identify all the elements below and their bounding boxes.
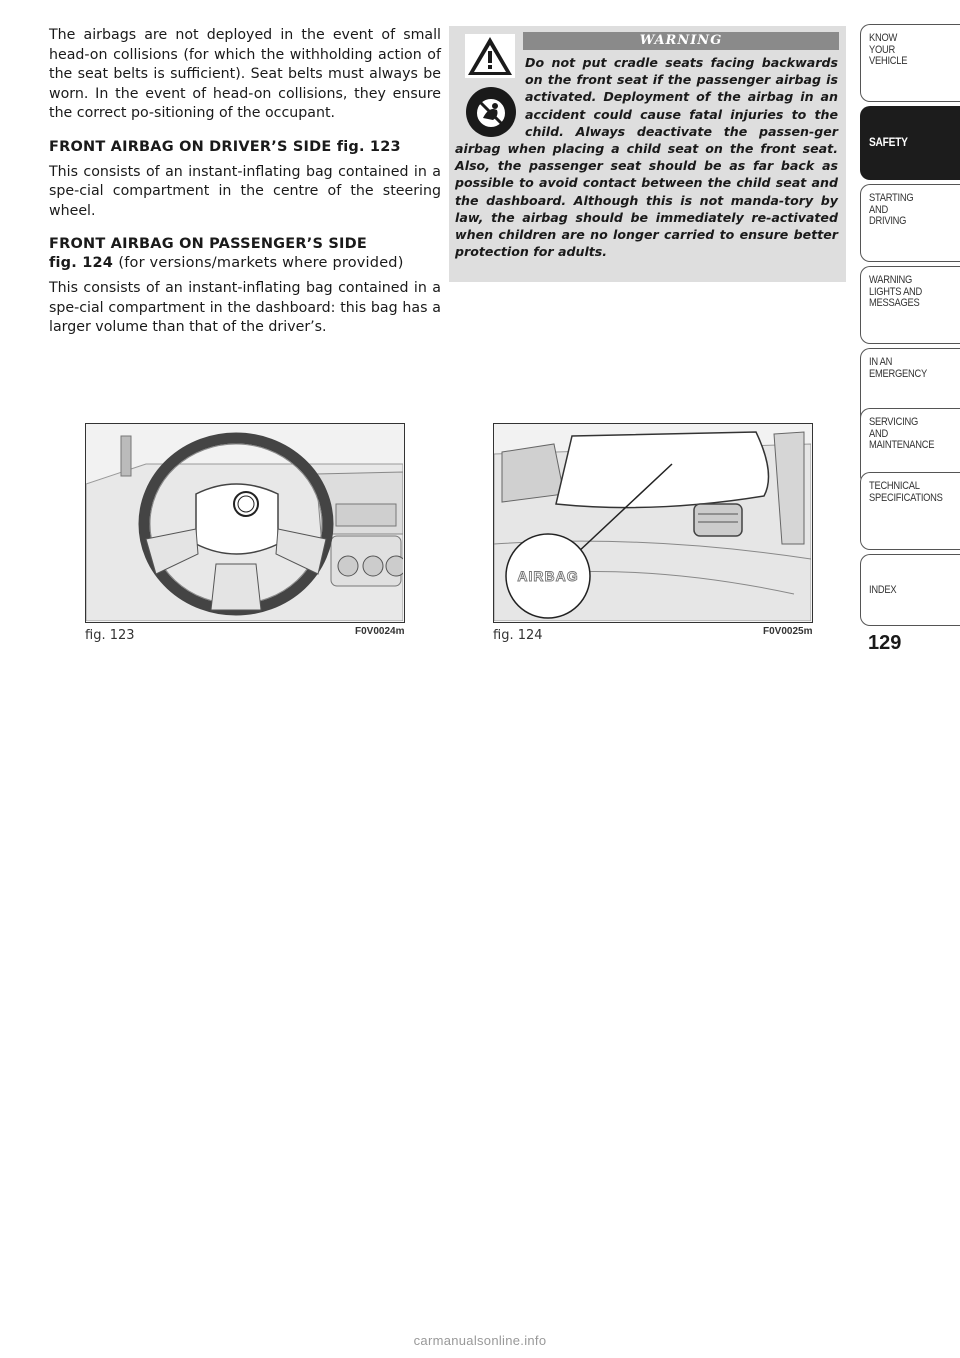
passenger-airbag-body: This consists of an instant-inflating bag contained in a spe-cial compartment in the dashboard: this bag has a larger volume than that of the driver’s.	[49, 280, 441, 335]
tab-in-an-emergency[interactable]: IN AN EMERGENCY	[860, 348, 960, 426]
passenger-heading-line1: FRONT AIRBAG ON PASSENGER’S SIDE	[49, 236, 367, 252]
figure-124-code: F0V0025m	[763, 626, 813, 637]
passenger-airbag-heading	[49, 235, 441, 273]
tab-warning-lights-and-messages[interactable]: WARNING LIGHTS AND MESSAGES	[860, 266, 960, 344]
figure-123-caption: fig. 123	[85, 628, 135, 643]
driver-airbag-heading: FRONT AIRBAG ON DRIVER’S SIDE fig. 123	[49, 138, 401, 155]
driver-airbag-body: This consists of an instant-inflating bag contained in a spe-cial compartment in the centre of the steering wheel.	[49, 163, 441, 219]
watermark-text: carmanualsonline.info	[413, 1333, 547, 1348]
page-number: 129	[868, 632, 902, 654]
tab-index[interactable]: INDEX	[860, 554, 960, 626]
passenger-heading-note: (for versions/markets where provided)	[118, 255, 404, 271]
tab-know-your-vehicle[interactable]: KNOW YOUR VEHICLE	[860, 24, 960, 102]
tab-safety[interactable]: SAFETY	[860, 106, 960, 180]
tab-technical-specifications[interactable]: TECHNICAL SPECIFICATIONS	[860, 472, 960, 550]
tab-starting-and-driving[interactable]: STARTING AND DRIVING	[860, 184, 960, 262]
warning-title: WARNING	[523, 32, 839, 50]
airbag-label: AIRBAG	[517, 568, 579, 584]
warning-text-block	[449, 54, 846, 260]
figure-124-caption: fig. 124	[493, 628, 543, 643]
warning-text: Do not put cradle seats facing backwards on the front seat if the passenger airbag is activated. Deployment of the airbag in an accident could cause fatal injuries to the child. Always deactivate the passen-ger airbag when placing a child seat on the front seat. Also, the passenger seat should be as far back as possible to avoid contact between the child seat and the dashboard. Although this is not manda-tory by law, the airbag should be immediately re-activated when children are no longer carried to ensure better protection for adults.	[455, 55, 838, 260]
steering-wheel-illustration	[86, 424, 403, 621]
tab-servicing-and-maintenance[interactable]: SERVICING AND MAINTENANCE	[860, 408, 960, 486]
warning-box	[449, 26, 846, 282]
intro-paragraph: The airbags are not deployed in the event of small head-on collisions (for which the withholding action of the seat belts is sufficient). Seat belts must always be worn. In the event of head-on collisions, they ensure the correct po-sitioning of the occupant.	[49, 27, 441, 121]
figure-123-code: F0V0024m	[355, 626, 405, 637]
passenger-airbag-illustration	[494, 424, 811, 621]
left-column	[49, 26, 441, 348]
passenger-heading-fig: fig. 124	[49, 255, 114, 271]
figure-124-passenger-dashboard	[493, 423, 813, 623]
figure-123-steering-wheel	[85, 423, 405, 623]
